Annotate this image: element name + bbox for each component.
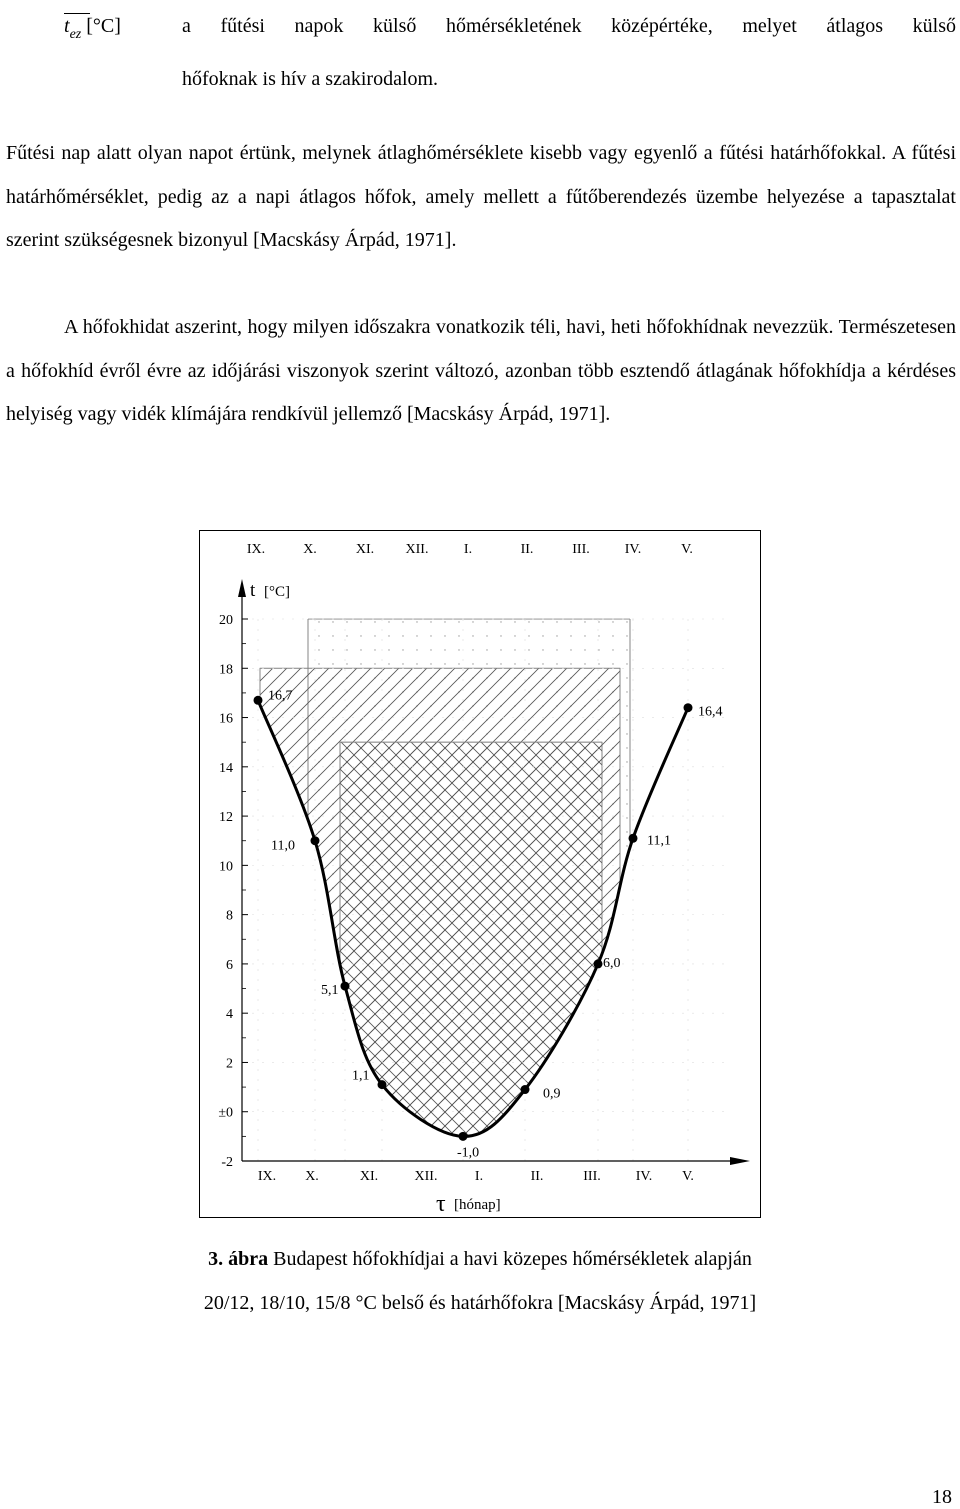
bottom-month-label: V. (682, 1169, 694, 1184)
bottom-month-label: I. (474, 1169, 484, 1184)
x-axis-unit: [hónap] (454, 1197, 501, 1213)
band-15-8 (340, 742, 602, 1161)
data-label: 1,1 (352, 1068, 370, 1084)
top-month-label: II. (520, 542, 534, 557)
bottom-month-label: II. (530, 1169, 544, 1184)
symbol-t: t (6, 15, 70, 37)
figure-caption-text: Budapest hőfokhídjai a havi közepes hőmérsékletek alapján (268, 1248, 752, 1270)
x-axis-symbol: τ (436, 1191, 446, 1217)
data-label: 11,1 (647, 833, 671, 849)
top-month-label: I. (463, 542, 473, 557)
symbol-definition (6, 4, 956, 101)
top-month-label: X. (303, 542, 317, 557)
y-axis-symbol: t (250, 580, 256, 601)
top-month-label: XII. (405, 542, 429, 557)
data-point-ix (254, 696, 263, 705)
data-point-i (459, 1132, 468, 1141)
y-tick-label: ±0 (218, 1105, 233, 1121)
bottom-month-label: XI. (359, 1169, 379, 1184)
y-tick-label: 14 (219, 760, 233, 776)
hatched-bands (260, 619, 630, 1161)
data-label: 16,4 (698, 704, 723, 720)
bottom-month-label: XII. (414, 1169, 438, 1184)
data-point-xi (341, 982, 350, 991)
data-point-iv (629, 834, 638, 843)
figure-label: 3. ábra (208, 1248, 269, 1270)
y-tick-label: 6 (226, 957, 233, 973)
bottom-month-label: X. (305, 1169, 319, 1184)
paragraph-heating-day: Fűtési nap alatt olyan napot értünk, melynek átlaghőmérséklete kisebb vagy egyenlő a fűtési határhőfokkal. A fűtési határhőmérséklet, pedig az a napi átlagos hőfok, amely mellett a fűtőberendezés üzembe helyezése a tapasztalat szerint szükségesnek bizonyul [Macskásy Árpád, 1971]. (6, 142, 956, 251)
symbol-subscript: ez (69, 27, 82, 42)
chart-svg (200, 531, 760, 1217)
y-tick-label: 12 (219, 810, 233, 826)
y-axis-arrow (238, 579, 246, 597)
y-tick-label: 2 (226, 1056, 233, 1072)
page-number: 18 (932, 1486, 952, 1508)
figure-caption-line1 (0, 1248, 960, 1271)
paragraph-degree-day: A hőfokhidat aszerint, hogy milyen időszakra vonatkozik téli, havi, heti hőfokhídnak nevezzük. Természetesen a hőfokhíd évről évre az időjárási viszonyok szerint változó, azonban több esztendő átlagának hőfokhídja a kérdéses helyiség vagy vidék klímájára rendkívül jellemző [Macskásy Árpád, 1971]. (6, 316, 956, 425)
top-month-label: IV. (624, 542, 642, 557)
y-tick-label: 10 (219, 859, 233, 875)
y-tick-label: 20 (219, 613, 233, 628)
y-tick-label: 18 (219, 662, 233, 678)
y-tick-label: 8 (226, 908, 233, 924)
data-point-iii (594, 959, 603, 968)
y-tick-label: -2 (221, 1155, 233, 1170)
bottom-month-label: IV. (635, 1169, 653, 1184)
data-label: 11,0 (271, 838, 295, 854)
definition-text-line2: hőfoknak is hív a szakirodalom. (182, 68, 439, 90)
data-label: 6,0 (603, 955, 621, 971)
data-point-ii (521, 1085, 530, 1094)
data-point-xii (378, 1080, 387, 1089)
y-tick-label: 4 (226, 1007, 233, 1023)
definition-symbol (6, 4, 182, 57)
top-month-label: III. (572, 542, 590, 557)
bottom-month-label: IX. (257, 1169, 277, 1184)
figure-caption-line2: 20/12, 18/10, 15/8 °C belső és határhőfokra [Macskásy Árpád, 1971] (203, 1292, 757, 1314)
y-axis-unit: [°C] (264, 584, 290, 600)
data-point-v (684, 703, 693, 712)
symbol-unit: [°C] (86, 15, 121, 37)
data-label: -1,0 (457, 1145, 480, 1161)
data-point-x (311, 836, 320, 845)
definition-text-line1: a fűtési napok külső hőmérsékletének középértéke, melyet átlagos külső (182, 15, 956, 37)
data-label: 0,9 (543, 1086, 561, 1102)
data-label: 16,7 (268, 688, 293, 704)
data-label: 5,1 (321, 983, 339, 999)
top-month-label: V. (681, 542, 693, 557)
x-axis-arrow (730, 1157, 750, 1165)
y-tick-label: 16 (219, 711, 233, 727)
top-month-label: XI. (355, 542, 375, 557)
top-month-label: IX. (246, 542, 266, 557)
degree-day-chart (199, 530, 761, 1218)
bottom-month-label: III. (583, 1169, 601, 1184)
